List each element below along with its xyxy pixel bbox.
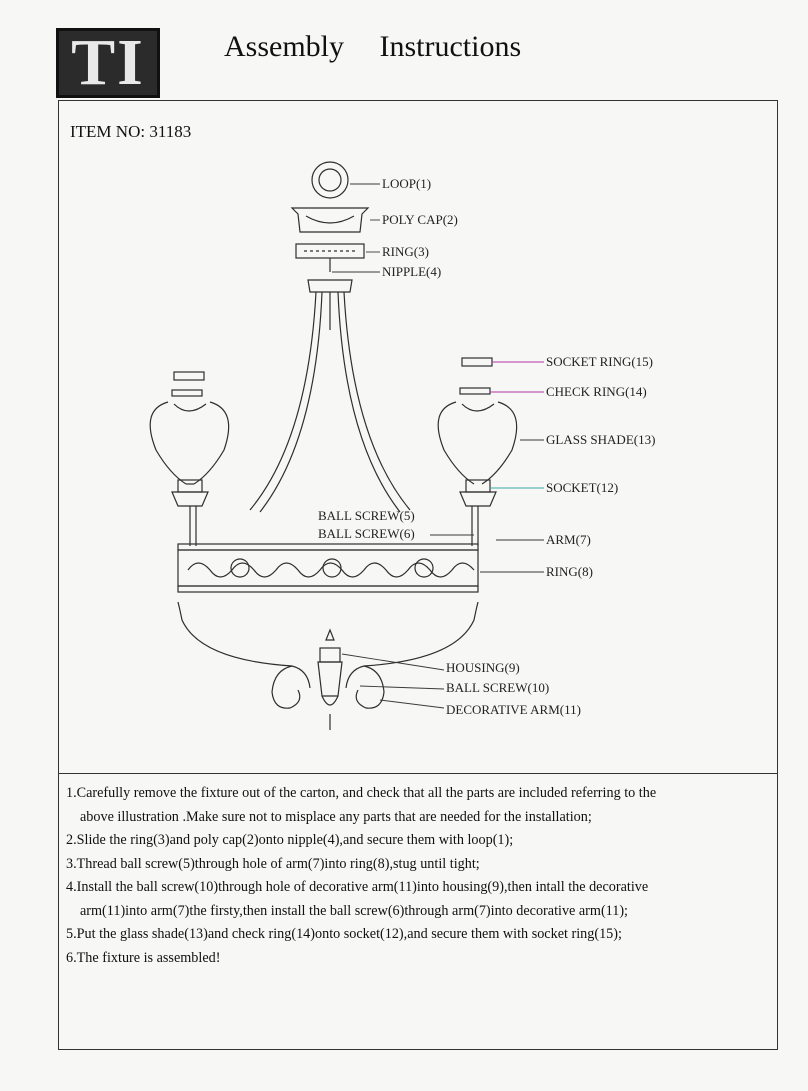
label-ball-screw6: BALL SCREW(6) <box>318 526 415 541</box>
step-4-line1: 4.Install the ball screw(10)through hole of decorative arm(11)into housing(9),then intall the decorative <box>66 879 649 895</box>
item-number: ITEM NO: 31183 <box>70 122 192 141</box>
left-socket-ring <box>174 372 204 380</box>
step-1-line1: 1.Carefully remove the fixture out of the carton, and check that all the parts are included referring to the <box>66 785 657 801</box>
right-check-ring <box>460 388 490 394</box>
step-6-line1: 6.The fixture is assembled! <box>66 949 221 966</box>
housing-part <box>320 648 340 662</box>
step-2-line1: 2.Slide the ring(3)and poly cap(2)onto nipple(4),and secure them with loop(1); <box>66 832 514 848</box>
step-3-line1: 3.Thread ball screw(5)through hole of arm(7)into ring(8),stug until tight; <box>66 855 480 872</box>
step-1 <box>66 782 766 829</box>
label-socket-ring: SOCKET RING(15) <box>546 354 654 369</box>
step-4 <box>66 876 766 923</box>
label-poly-cap: POLY CAP(2) <box>382 212 458 227</box>
step-6 <box>66 947 766 971</box>
logo-text: TI <box>71 26 145 99</box>
leader-lines <box>332 184 544 708</box>
step-5-line1: 5.Put the glass shade(13)and check ring(14)onto socket(12),and secure them with socket ring(15); <box>66 926 622 942</box>
label-ring3: RING(3) <box>382 244 429 259</box>
right-socket <box>466 480 490 492</box>
right-glass-shade <box>438 402 516 484</box>
section-divider <box>58 773 778 774</box>
ti-logo <box>56 28 160 98</box>
label-loop: LOOP(1) <box>382 176 432 191</box>
label-check-ring: CHECK RING(14) <box>546 384 647 399</box>
label-housing: HOUSING(9) <box>446 660 520 675</box>
label-ring8: RING(8) <box>546 564 593 579</box>
left-decorative-arm <box>178 602 310 688</box>
label-ball-screw10: BALL SCREW(10) <box>446 680 550 695</box>
right-socket-ring <box>462 358 492 366</box>
label-socket: SOCKET(12) <box>546 480 619 495</box>
step-1-line2: above illustration .Make sure not to misplace any parts that are needed for the installation; <box>80 808 592 825</box>
poly-cap-part <box>292 208 368 232</box>
step-2 <box>66 829 766 853</box>
step-3 <box>66 853 766 877</box>
label-decorative-arm: DECORATIVE ARM(11) <box>446 702 581 717</box>
housing-finial <box>326 630 334 640</box>
fixture-diagram <box>60 140 776 770</box>
fixture-illustration <box>60 140 776 770</box>
step-5 <box>66 923 766 947</box>
label-arm: ARM(7) <box>546 532 591 547</box>
left-socket <box>178 480 202 492</box>
loop-part <box>312 162 348 198</box>
label-glass-shade: GLASS SHADE(13) <box>546 432 656 447</box>
label-ball-screw5: BALL SCREW(5) <box>318 508 415 523</box>
label-nipple: NIPPLE(4) <box>382 264 442 279</box>
step-4-line2: arm(11)into arm(7)the firsty,then install the ball screw(6)through arm(7)into decorative arm(11); <box>80 902 628 919</box>
left-check-ring <box>172 390 202 396</box>
instruction-steps <box>66 782 766 970</box>
page-title: Assembly Instructions <box>224 30 522 63</box>
